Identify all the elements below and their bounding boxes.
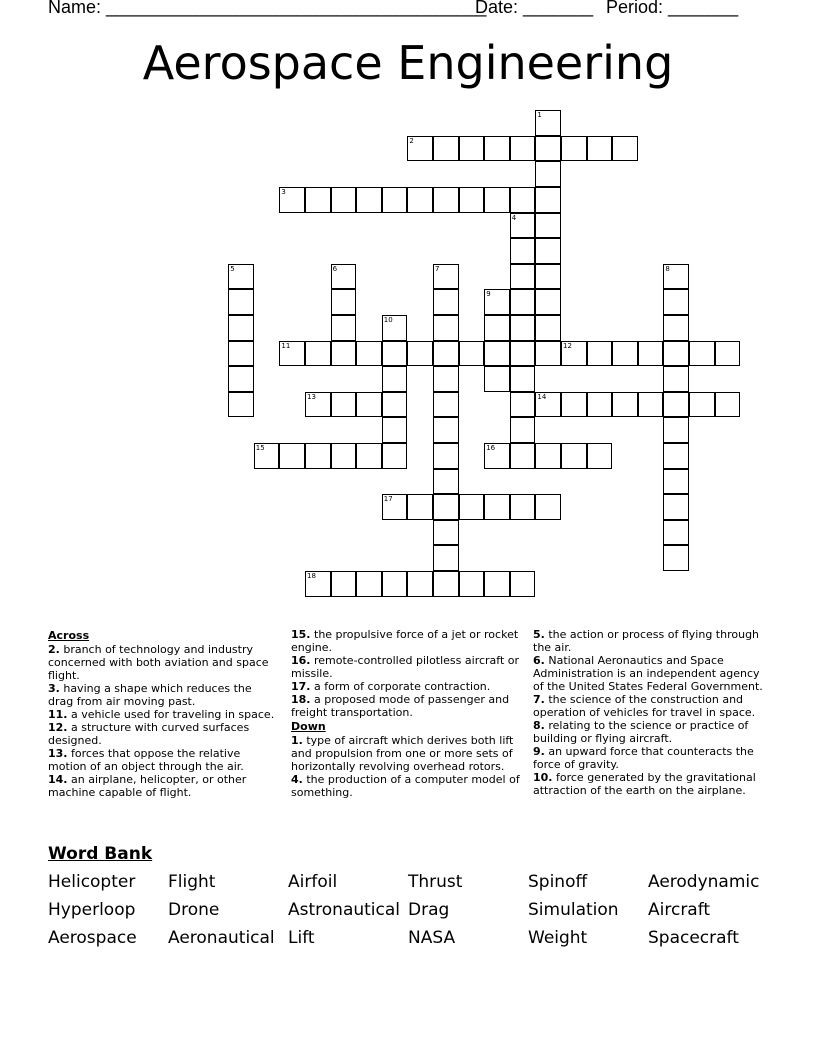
clue-number: 17. [291, 680, 311, 693]
word-bank-word: NASA [408, 928, 456, 948]
clue-text: remote-controlled pilotless aircraft or missile. [291, 654, 520, 680]
crossword-cell[interactable] [510, 443, 536, 469]
crossword-cell[interactable] [228, 392, 254, 418]
cell-number: 10 [383, 316, 393, 324]
clue-number: 5. [533, 628, 545, 641]
crossword-cell[interactable] [356, 341, 382, 367]
cell-number: 1 [537, 111, 542, 120]
clue-number: 3. [48, 682, 60, 695]
clue-number: 12. [48, 721, 68, 734]
clues-heading: Down [291, 720, 326, 733]
crossword-cell[interactable] [459, 187, 485, 213]
clue-text: National Aeronautics and Space Administration is an independent agency of the United States Federal Government. [533, 654, 763, 693]
crossword-cell[interactable] [715, 341, 741, 367]
crossword-cell[interactable] [663, 392, 689, 418]
clue-text: the science of the construction and operation of vehicles for travel in space. [533, 693, 756, 719]
crossword-cell[interactable] [510, 136, 536, 162]
clue-item [48, 682, 280, 708]
clues-column-3 [533, 628, 769, 797]
cell-number: 8 [665, 264, 670, 273]
clue-item [533, 719, 769, 745]
word-bank-word: Lift [288, 928, 315, 948]
crossword-cell[interactable] [407, 187, 433, 213]
crossword-cell[interactable] [663, 469, 689, 495]
clue-number: 16. [291, 654, 311, 667]
crossword-cell[interactable] [663, 315, 689, 341]
clue-text: having a shape which reduces the drag from air moving past. [48, 682, 252, 708]
crossword-cell[interactable] [612, 136, 638, 162]
word-bank-word: Hyperloop [48, 900, 136, 920]
word-bank-word: Helicopter [48, 872, 136, 892]
crossword-cell[interactable] [663, 366, 689, 392]
clues-heading: Across [48, 629, 90, 642]
clue-item [533, 654, 769, 693]
crossword-cell[interactable] [510, 238, 536, 264]
word-bank-word: Drag [408, 900, 450, 920]
clue-item [48, 721, 280, 747]
crossword-cell[interactable] [331, 315, 357, 341]
crossword-cell[interactable] [510, 341, 536, 367]
crossword-cell[interactable] [484, 341, 510, 367]
crossword-cell[interactable] [484, 366, 510, 392]
name-field-label: Name: ______________________________________ [48, 0, 487, 17]
crossword-cell[interactable] [433, 366, 459, 392]
clue-item [291, 628, 525, 654]
crossword-cell[interactable] [331, 187, 357, 213]
crossword-cell[interactable] [331, 289, 357, 315]
crossword-cell[interactable] [305, 187, 331, 213]
cell-number: 9 [486, 290, 491, 299]
crossword-cell[interactable] [535, 161, 561, 187]
cell-number: 6 [332, 264, 338, 273]
word-bank-word: Aeronautical [168, 928, 275, 948]
crossword-cell[interactable] [587, 392, 613, 418]
date-field-label: Date: _______ [475, 0, 594, 17]
word-bank-word: Weight [528, 928, 588, 948]
crossword-cell[interactable] [510, 289, 536, 315]
cell-number: 4 [511, 213, 517, 222]
crossword-cell[interactable] [433, 341, 459, 367]
crossword-cell[interactable] [689, 392, 715, 418]
crossword-cell[interactable] [433, 545, 459, 571]
clue-text: a structure with curved surfaces designed. [48, 721, 250, 747]
crossword-cell[interactable] [535, 443, 561, 469]
cell-number: 18 [307, 572, 316, 580]
crossword-cell[interactable] [356, 392, 382, 418]
crossword-cell[interactable] [535, 238, 561, 264]
crossword-cell[interactable] [433, 187, 459, 213]
clue-item [48, 747, 280, 773]
clue-item [48, 643, 280, 682]
crossword-cell[interactable] [612, 341, 638, 367]
word-bank-title: Word Bank [48, 844, 153, 864]
clue-number: 13. [48, 747, 68, 760]
crossword-cell[interactable] [484, 494, 510, 520]
crossword-cell[interactable] [663, 341, 689, 367]
crossword-cell[interactable] [510, 571, 536, 597]
crossword-cell[interactable] [663, 289, 689, 315]
crossword-cell[interactable] [663, 520, 689, 546]
word-bank-word: Spinoff [528, 872, 588, 892]
crossword-cell[interactable] [587, 443, 613, 469]
crossword-cell[interactable] [382, 571, 408, 597]
cell-number: 12 [563, 341, 572, 350]
crossword-cell[interactable] [484, 187, 510, 213]
page-title: Aerospace Engineering [142, 36, 674, 90]
word-bank-word: Aerodynamic [648, 872, 760, 892]
clue-text: a form of corporate contraction. [314, 680, 491, 693]
crossword-cell[interactable] [510, 315, 536, 341]
crossword-cell[interactable] [433, 494, 459, 520]
clue-text: the action or process of flying through the air. [533, 628, 760, 654]
cell-number: 3 [281, 188, 286, 196]
cell-number: 14 [537, 392, 547, 401]
clue-item [291, 654, 525, 680]
crossword-cell[interactable] [331, 341, 357, 367]
word-bank-word: Flight [168, 872, 216, 892]
clue-item [48, 708, 280, 721]
clue-number: 10. [533, 771, 553, 784]
crossword-cell[interactable] [663, 417, 689, 443]
crossword-cell[interactable] [459, 136, 485, 162]
crossword-cell[interactable] [382, 443, 408, 469]
crossword-cell[interactable] [459, 494, 485, 520]
word-bank-word: Thrust [408, 872, 463, 892]
crossword-cell[interactable] [407, 571, 433, 597]
period-field-label: Period: _______ [606, 0, 739, 17]
clue-item [533, 745, 769, 771]
crossword-cell[interactable] [433, 315, 459, 341]
word-bank-word: Aerospace [48, 928, 137, 948]
word-bank-word: Simulation [528, 900, 619, 920]
crossword-cell[interactable] [407, 494, 433, 520]
crossword-cell[interactable] [510, 494, 536, 520]
crossword-cell[interactable] [407, 341, 433, 367]
clue-text: the production of a computer model of something. [291, 773, 520, 799]
clue-number: 1. [291, 734, 303, 747]
crossword-cell[interactable] [382, 392, 408, 418]
crossword-cell[interactable] [331, 571, 357, 597]
crossword-cell[interactable] [228, 366, 254, 392]
crossword-cell[interactable] [433, 469, 459, 495]
crossword-cell[interactable] [279, 443, 305, 469]
crossword-cell[interactable] [382, 187, 408, 213]
clue-text: a proposed mode of passenger and freight transportation. [291, 693, 510, 719]
crossword-cell[interactable] [433, 289, 459, 315]
crossword-cell[interactable] [638, 341, 664, 367]
word-bank-word: Astronautical [288, 900, 401, 920]
crossword-cell[interactable] [331, 443, 357, 469]
crossword-cell[interactable] [228, 315, 254, 341]
word-bank-word: Airfoil [288, 872, 338, 892]
clue-item [533, 771, 769, 797]
crossword-cell[interactable] [587, 136, 613, 162]
crossword-cell[interactable] [561, 136, 587, 162]
crossword-cell[interactable] [433, 417, 459, 443]
crossword-cell[interactable] [535, 213, 561, 239]
clue-text: the propulsive force of a jet or rocket engine. [291, 628, 519, 654]
clue-item [533, 693, 769, 719]
crossword-cell[interactable] [587, 341, 613, 367]
crossword-cell[interactable] [459, 341, 485, 367]
cell-number: 15 [255, 444, 265, 452]
crossword-cell[interactable] [663, 443, 689, 469]
word-bank-word: Spacecraft [648, 928, 739, 948]
cell-number: 5 [230, 264, 235, 273]
crossword-cell[interactable] [689, 341, 715, 367]
crossword-cell[interactable] [535, 289, 561, 315]
word-bank-word: Drone [168, 900, 220, 920]
crossword-cell[interactable] [228, 341, 254, 367]
clue-text: forces that oppose the relative motion of an object through the air. [48, 747, 244, 773]
crossword-cell[interactable] [305, 443, 331, 469]
crossword-cell[interactable] [484, 315, 510, 341]
crossword-cell[interactable] [484, 136, 510, 162]
crossword-cell[interactable] [356, 187, 382, 213]
cell-number: 2 [409, 136, 414, 145]
clue-text: branch of technology and industry concerned with both aviation and space flight. [48, 643, 269, 682]
clue-number: 9. [533, 745, 545, 758]
crossword-cell[interactable] [510, 264, 536, 290]
crossword-cell[interactable] [510, 417, 536, 443]
clue-number: 7. [533, 693, 545, 706]
clue-text: type of aircraft which derives both lift and propulsion from one or more sets of horizontally revolving overhead rotors. [291, 734, 514, 773]
crossword-cell[interactable] [535, 315, 561, 341]
clue-number: 11. [48, 708, 68, 721]
crossword-cell[interactable] [535, 264, 561, 290]
crossword-cell[interactable] [663, 494, 689, 520]
cell-number: 7 [435, 264, 440, 273]
clue-number: 4. [291, 773, 303, 786]
clues-column-1 [48, 628, 280, 799]
crossword-cell[interactable] [535, 136, 561, 162]
clue-number: 18. [291, 693, 311, 706]
word-bank-word: Aircraft [648, 900, 711, 920]
clue-item [48, 773, 280, 799]
crossword-cell[interactable] [305, 341, 331, 367]
clue-number: 14. [48, 773, 68, 786]
crossword-cell[interactable] [382, 417, 408, 443]
crossword-cell[interactable] [433, 443, 459, 469]
clue-number: 2. [48, 643, 60, 656]
clue-item [291, 680, 525, 693]
cell-number: 11 [281, 341, 291, 350]
crossword-cell[interactable] [433, 136, 459, 162]
clue-item [291, 773, 525, 799]
crossword-cell[interactable] [382, 366, 408, 392]
clue-text: force generated by the gravitational attraction of the earth on the airplane. [533, 771, 756, 797]
clue-item [291, 693, 525, 719]
crossword-cell[interactable] [433, 392, 459, 418]
crossword-cell[interactable] [535, 341, 561, 367]
crossword-cell[interactable] [331, 392, 357, 418]
clue-text: an upward force that counteracts the force of gravity. [533, 745, 754, 771]
crossword-cell[interactable] [510, 392, 536, 418]
clue-item [533, 628, 769, 654]
crossword-cell[interactable] [433, 520, 459, 546]
crossword-cell[interactable] [510, 366, 536, 392]
cell-number: 13 [307, 392, 316, 401]
clue-number: 8. [533, 719, 545, 732]
crossword-cell[interactable] [638, 392, 664, 418]
crossword-cell[interactable] [228, 289, 254, 315]
cell-number: 16 [486, 444, 496, 452]
crossword-cell[interactable] [356, 443, 382, 469]
clues-column-2 [291, 628, 525, 799]
clue-number: 15. [291, 628, 311, 641]
crossword-cell[interactable] [382, 341, 408, 367]
crossword-cell[interactable] [484, 571, 510, 597]
crossword-cell[interactable] [663, 545, 689, 571]
crossword-cell[interactable] [715, 392, 741, 418]
crossword-cell[interactable] [612, 392, 638, 418]
crossword-cell[interactable] [561, 392, 587, 418]
crossword-cell[interactable] [535, 494, 561, 520]
crossword-cell[interactable] [459, 571, 485, 597]
crossword-cell[interactable] [535, 187, 561, 213]
crossword-cell[interactable] [433, 571, 459, 597]
clue-item [291, 734, 525, 773]
crossword-cell[interactable] [561, 443, 587, 469]
clue-text: relating to the science or practice of building or flying aircraft. [533, 719, 749, 745]
crossword-cell[interactable] [510, 187, 536, 213]
crossword-cell[interactable] [356, 571, 382, 597]
clue-number: 6. [533, 654, 545, 667]
clue-text: an airplane, helicopter, or other machine capable of flight. [48, 773, 247, 799]
cell-number: 17 [383, 495, 393, 504]
clue-text: a vehicle used for traveling in space. [71, 708, 275, 721]
